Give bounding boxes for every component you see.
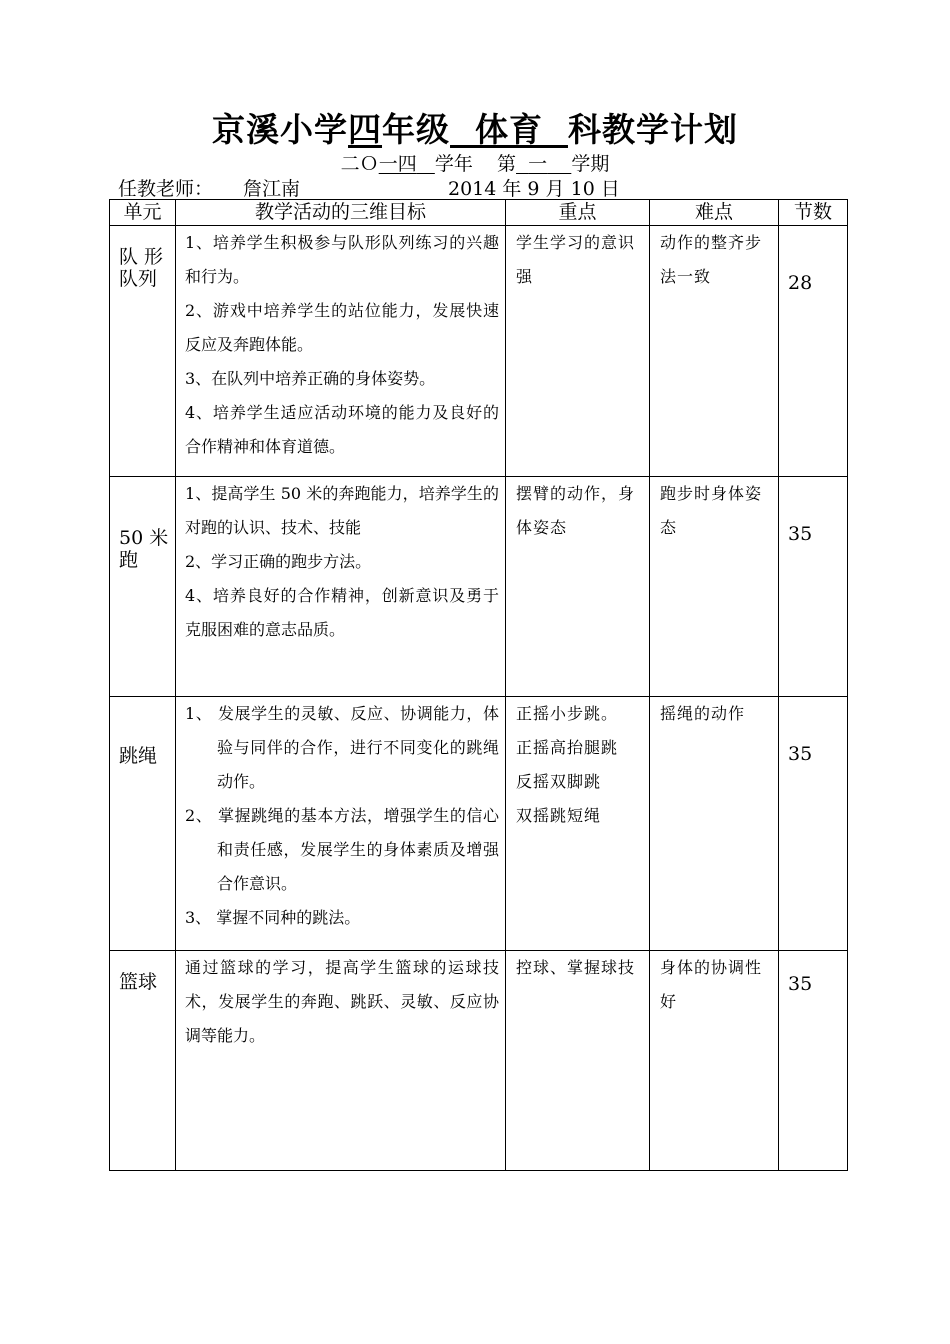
difficulty-cell: 动作的整齐步法一致	[650, 226, 779, 477]
goal-item: 4、培养学生适应活动环境的能力及良好的合作精神和体育道德。	[185, 403, 499, 456]
teaching-plan-table	[109, 199, 848, 1171]
teacher-label: 任教老师：	[118, 178, 214, 200]
hours-cell: 35	[779, 951, 848, 1171]
year-label: 学年	[434, 153, 473, 175]
key-point-item: 正摇小步跳。	[516, 704, 619, 723]
teacher-name: 詹江南	[243, 178, 301, 200]
header-goals: 教学活动的三维目标	[176, 200, 506, 226]
title-suffix: 科教学计划	[567, 110, 738, 149]
year-prefix: 二Ｏ	[340, 153, 379, 175]
header-hours: 节数	[779, 200, 848, 226]
goal-item: 1、培养学生积极参与队形队列练习的兴趣和行为。	[185, 233, 499, 286]
goal-item: 3、在队列中培养正确的身体姿势。	[185, 369, 436, 388]
goal-item: 2、游戏中培养学生的站位能力，发展快速反应及奔跑体能。	[185, 301, 499, 354]
key-point-item: 反摇双脚跳	[516, 772, 602, 791]
key-point-item: 正摇高抬腿跳	[516, 738, 619, 757]
hours-cell: 35	[779, 477, 848, 697]
semester-label: 学期	[571, 153, 610, 175]
header-unit: 单元	[110, 200, 176, 226]
goals-cell	[176, 951, 506, 1171]
goal-item: 2、 掌握跳绳的基本方法，增强学生的信心和责任感，发展学生的身体素质及增强合作意识。	[185, 806, 499, 893]
goal-item: 2、学习正确的跑步方法。	[185, 552, 372, 571]
year-value: 一四	[378, 153, 417, 175]
header-key-points: 重点	[506, 200, 650, 226]
ordinal-prefix: 第	[497, 153, 517, 175]
goal-item: 1、 发展学生的灵敏、反应、协调能力，体验与同伴的合作，进行不同变化的跳绳动作。	[185, 704, 499, 791]
key-point-cell: 控球、掌握球技	[506, 951, 650, 1171]
semester-value: 一	[528, 153, 548, 175]
unit-cell: 篮球	[110, 951, 176, 1171]
goals-cell	[176, 697, 506, 951]
table-row	[110, 226, 848, 477]
goal-item: 1、提高学生 50 米的奔跑能力，培养学生的对跑的认识、技术、技能	[185, 484, 499, 537]
header-difficulties: 难点	[650, 200, 779, 226]
term-line	[0, 149, 950, 176]
unit-cell: 跳绳	[110, 697, 176, 951]
unit-cell: 50 米 跑	[110, 477, 176, 697]
table-row	[110, 697, 848, 951]
plan-date: 2014 年 9 月 10 日	[448, 178, 620, 200]
teacher-line	[118, 174, 848, 201]
school-name: 京溪小学	[212, 110, 349, 149]
unit-cell: 队 形 队列	[110, 226, 176, 477]
difficulty-cell: 身体的协调性好	[650, 951, 779, 1171]
key-point-cell: 摆臂的动作，身体姿态	[506, 477, 650, 697]
difficulty-cell: 摇绳的动作	[650, 697, 779, 951]
hours-cell: 35	[779, 697, 848, 951]
table-row	[110, 951, 848, 1171]
table-header-row	[110, 200, 848, 226]
subject-value: 体育	[475, 110, 543, 149]
grade-value: 四	[348, 110, 383, 149]
key-point-item: 双摇跳短绳	[516, 806, 602, 825]
goal-item: 4、培养良好的合作精神，创新意识及勇于克服困难的意志品质。	[185, 586, 499, 639]
table-row	[110, 477, 848, 697]
difficulty-cell: 跑步时身体姿态	[650, 477, 779, 697]
goal-item: 3、 掌握不同种的跳法。	[185, 908, 361, 927]
hours-cell: 28	[779, 226, 848, 477]
key-point-cell	[506, 697, 650, 951]
key-point-cell: 学生学习的意识强	[506, 226, 650, 477]
goals-cell	[176, 226, 506, 477]
goals-cell	[176, 477, 506, 697]
page-title	[0, 104, 950, 151]
grade-suffix: 年级	[382, 110, 451, 149]
goal-item: 通过篮球的学习，提高学生篮球的运球技术，发展学生的奔跑、跳跃、灵敏、反应协调等能力。	[185, 958, 499, 1045]
